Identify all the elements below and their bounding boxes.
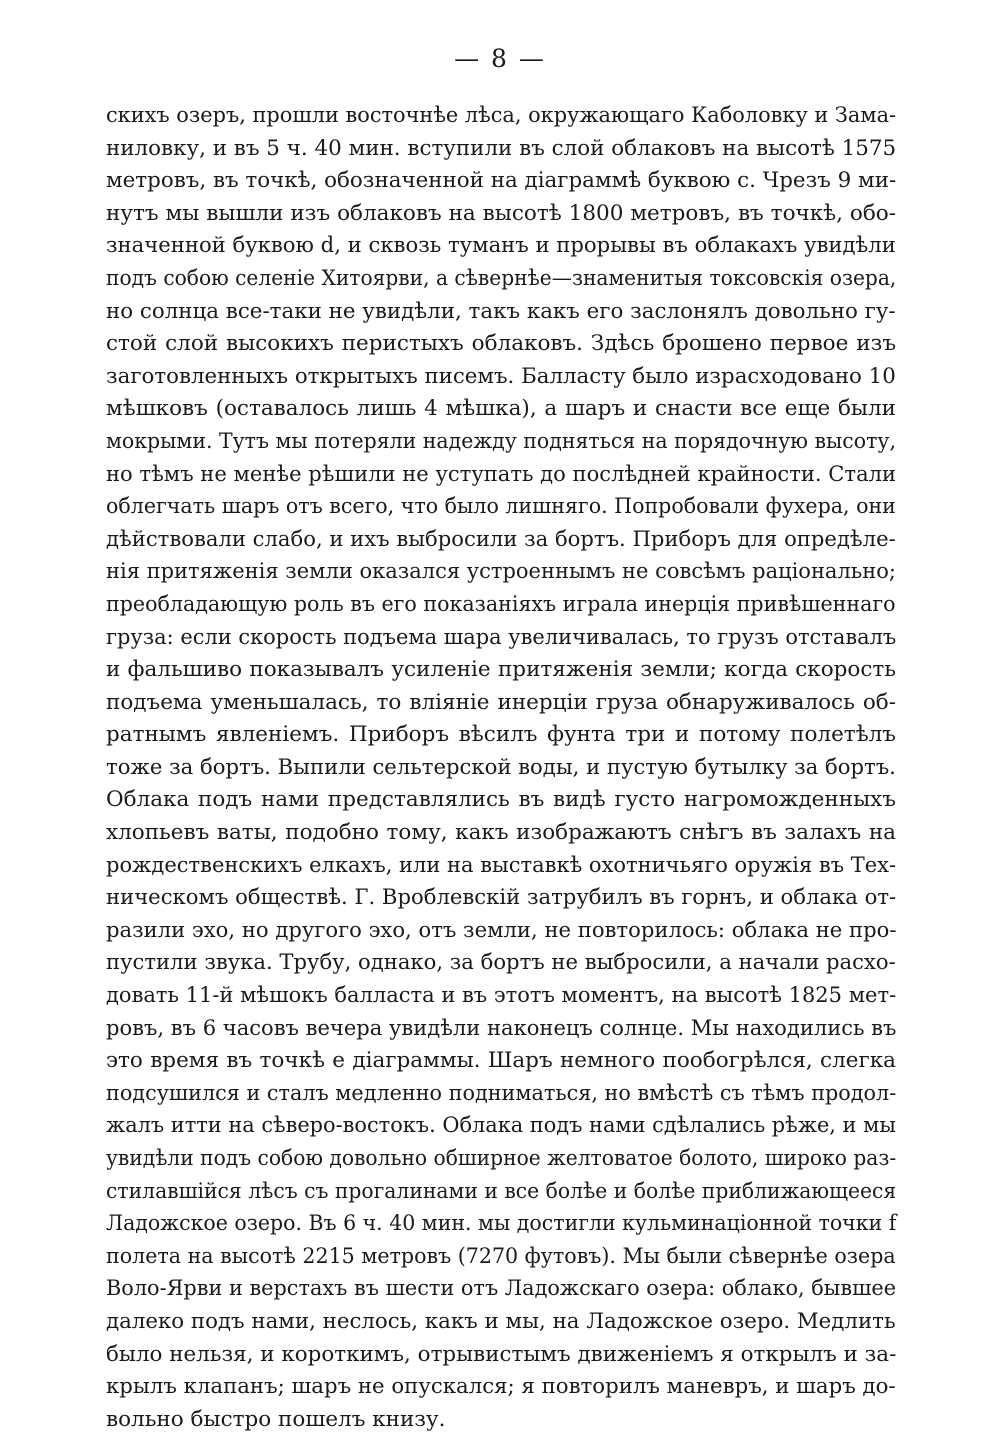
text-line: вольно быстро пошелъ книзу.: [106, 1406, 446, 1432]
text-line: Облака подъ нами представлялись въ видѣ густо нагроможденныхъ: [106, 787, 896, 813]
text-line: нія притяженія земли оказался устроеннымъ не совсѣмъ раціонально;: [106, 559, 896, 585]
text-line: груза: если скорость подъема шара увеличивалась, то грузъ отставалъ: [106, 624, 897, 650]
text-line: мѣшковъ (оставалось лишь 4 мѣшка), а шаръ и снасти все еще были: [106, 396, 896, 422]
text-line: нутъ мы вышли изъ облаковъ на высотѣ 1800 метровъ, въ точкѣ, обо-: [106, 200, 896, 226]
text-line: хлопьевъ ваты, подобно тому, какъ изображаютъ снѣгъ въ залахъ на: [106, 820, 896, 846]
text-line: но солнца все-таки не увидѣли, такъ какъ его заслонялъ довольно гу-: [106, 298, 896, 324]
text-line: стилавшійся лѣсъ съ прогалинами и все болѣе и болѣе приближающееся: [106, 1178, 897, 1204]
text-line: скихъ озеръ, прошли восточнѣе лѣса, окружающаго Каболовку и Зама-: [106, 103, 897, 128]
text-line: мокрыми. Тутъ мы потеряли надежду подняться на порядочную высоту,: [106, 428, 896, 454]
text-line: увидѣли подъ собою довольно обширное желтоватое болото, широко раз-: [106, 1146, 897, 1171]
text-line: Воло-Ярви и верстахъ въ шести отъ Ладожскаго озера: облако, бывшее: [106, 1276, 897, 1302]
text-line: подъема уменьшалась, то вліяніе инерціи груза обнаруживалось об-: [106, 689, 896, 715]
text-line: рождественскихъ елкахъ, или на выставкѣ охотничьяго оружія въ Тех-: [106, 852, 897, 878]
text-line: разили эхо, но другого эхо, отъ земли, не повторилось: облака не про-: [106, 917, 897, 943]
text-line: подсушился и сталъ медленно подниматься, но вмѣстѣ съ тѣмъ продол-: [106, 1080, 897, 1106]
text-line: это время въ точкѣ e діаграммы. Шаръ немного пообогрѣлся, слегка: [106, 1048, 896, 1074]
text-line: было нельзя, и короткимъ, отрывистымъ движеніемъ я открылъ и за-: [106, 1341, 897, 1367]
text-line: пустили звука. Трубу, однако, за бортъ не выбросили, а начали расхо-: [106, 950, 896, 976]
text-line: но тѣмъ не менѣе рѣшили не уступать до послѣдней крайности. Стали: [106, 461, 897, 487]
text-line: ровъ, въ 6 часовъ вечера увидѣли наконецъ солнце. Мы находились въ: [106, 1015, 897, 1041]
text-line: стой слой высокихъ перистыхъ облаковъ. Здѣсь брошено первое изъ: [106, 331, 896, 357]
text-line: и фальшиво показывалъ усиленіе притяженія земли; когда скорость: [106, 657, 896, 683]
text-line: значенной буквою d, и сквозь туманъ и прорывы въ облакахъ увидѣли: [106, 233, 896, 259]
text-line: далеко подъ нами, неслось, какъ и мы, на Ладожское озеро. Медлить: [106, 1308, 896, 1334]
text-line: довать 11-й мѣшокъ балласта и въ этотъ моментъ, на высотѣ 1825 мет-: [106, 983, 897, 1009]
text-line: ническомъ обществѣ. Г. Вроблевскій затрубилъ въ горнъ, и облака от-: [106, 885, 897, 911]
text-line: подъ собою селеніе Хитоярви, а сѣвернѣе—знаменитыя токсовскія озера,: [106, 265, 897, 291]
text-line: заготовленныхъ открытыхъ писемъ. Балласту было израсходовано 10: [106, 363, 896, 389]
text-line: преобладающую роль въ его показаніяхъ играла инерція привѣшеннаго: [106, 591, 896, 617]
text-line: жалъ итти на сѣверо-востокъ. Облака подъ нами сдѣлались рѣже, и мы: [106, 1113, 896, 1139]
text-line: дѣйствовали слабо, и ихъ выбросили за бортъ. Приборъ для опредѣле-: [106, 526, 896, 552]
text-line: метровъ, въ точкѣ, обозначенной на діаграммѣ буквою c. Чрезъ 9 ми-: [106, 168, 897, 194]
text-line: Ладожское озеро. Въ 6 ч. 40 мин. мы достигли кульминаціонной точки f: [106, 1211, 897, 1237]
text-line: облегчать шаръ отъ всего, что было лишняго. Попробовали фухера, они: [106, 494, 896, 520]
text-line: ратнымъ явленіемъ. Приборъ вѣсилъ фунта три и потому полетѣлъ: [106, 722, 896, 748]
text-line: ниловку, и въ 5 ч. 40 мин. вступили въ слой облаковъ на высотѣ 1575: [106, 135, 897, 161]
text-line: полета на высотѣ 2215 метровъ (7270 футовъ). Мы были сѣвернѣе озера: [106, 1243, 896, 1269]
text-line: тоже за бортъ. Выпили сельтерской воды, и пустую бутылку за бортъ.: [106, 754, 896, 780]
body-text: [106, 100, 896, 1436]
text-line: крылъ клапанъ; шаръ не опускался; я повторилъ маневръ, и шаръ до-: [106, 1374, 896, 1400]
page-number: — 8 —: [454, 44, 546, 73]
